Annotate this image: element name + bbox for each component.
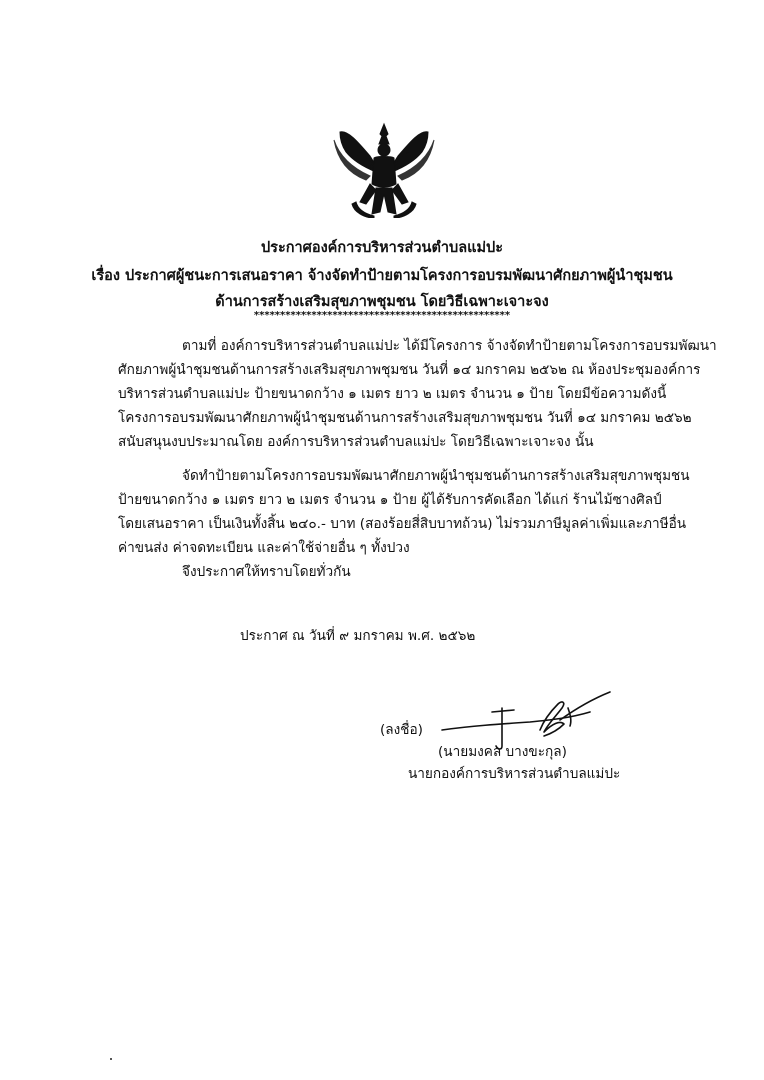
scan-speck xyxy=(110,1058,112,1060)
paragraph-line: จึงประกาศให้ทราบโดยทั่วกัน xyxy=(182,564,351,580)
paragraph-line: โดยเสนอราคา เป็นเงินทั้งสิ้น ๒๔๐.- บาท (สองร้อยสี่สิบบาทถ้วน) ไม่รวมภาษีมูลค่าเพิ่มและภาษีอื่น xyxy=(118,516,687,532)
paragraph-line: ศักยภาพผู้นำชุมชนด้านการสร้างเสริมสุขภาพชุมชน วันที่ ๑๔ มกราคม ๒๕๖๒ ณ ห้องประชุมองค์การ xyxy=(118,362,701,378)
paragraph-line: สนับสนุนงบประมาณโดย องค์การบริหารส่วนตำบลแม่ปะ โดยวิธีเฉพาะเจาะจง นั้น xyxy=(118,434,594,450)
paragraph-closing xyxy=(118,560,686,584)
announcement-subject: เรื่อง ประกาศผู้ชนะการเสนอราคา จ้างจัดทำป้ายตามโครงการอบรมพัฒนาศักยภาพผู้นำชุมชน xyxy=(91,268,673,284)
paragraph-line: ตามที่ องค์การบริหารส่วนตำบลแม่ปะ ได้มีโครงการ จ้างจัดทำป้ายตามโครงการอบรมพัฒนา xyxy=(182,338,717,354)
paragraph-line: ค่าขนส่ง ค่าจดทะเบียน และค่าใช้จ่ายอื่น ๆ ทั้งปวง xyxy=(118,540,410,556)
signer-name: (นายมงคล บางขะกุล) xyxy=(438,744,567,760)
announcement-title: ประกาศองค์การบริหารส่วนตำบลแม่ปะ xyxy=(260,240,504,256)
announcement-date: ประกาศ ณ วันที่ ๙ มกราคม พ.ศ. ๒๕๖๒ xyxy=(240,628,476,644)
paragraph-line: ป้ายขนาดกว้าง ๑ เมตร ยาว ๒ เมตร จำนวน ๑ ป้าย ผู้ได้รับการคัดเลือก ได้แก่ ร้านไม้ซางศิลป์ xyxy=(118,492,662,508)
announcement-subject-continued: ด้านการสร้างเสริมสุขภาพชุมชน โดยวิธีเฉพาะเจาะจง xyxy=(215,294,549,310)
paragraph-award xyxy=(118,464,690,560)
garuda-emblem-icon xyxy=(330,122,438,218)
signed-label: (ลงชื่อ) xyxy=(380,722,423,738)
signer-title: นายกองค์การบริหารส่วนตำบลแม่ปะ xyxy=(408,766,621,782)
paragraph-line: จัดทำป้ายตามโครงการอบรมพัฒนาศักยภาพผู้นำชุมชนด้านการสร้างเสริมสุขภาพชุมชน xyxy=(182,468,690,484)
paragraph-background xyxy=(118,334,717,454)
paragraph-line: บริหารส่วนตำบลแม่ปะ ป้ายขนาดกว้าง ๑ เมตร ยาว ๒ เมตร จำนวน ๑ ป้าย โดยมีข้อความดังนี้ xyxy=(118,386,667,402)
paragraph-line: โครงการอบรมพัฒนาศักยภาพผู้นำชุมชนด้านการสร้างเสริมสุขภาพชุมชน วันที่ ๑๔ มกราคม ๒๕๖๒ xyxy=(118,410,692,426)
separator-line: ************************************************* xyxy=(253,310,511,321)
